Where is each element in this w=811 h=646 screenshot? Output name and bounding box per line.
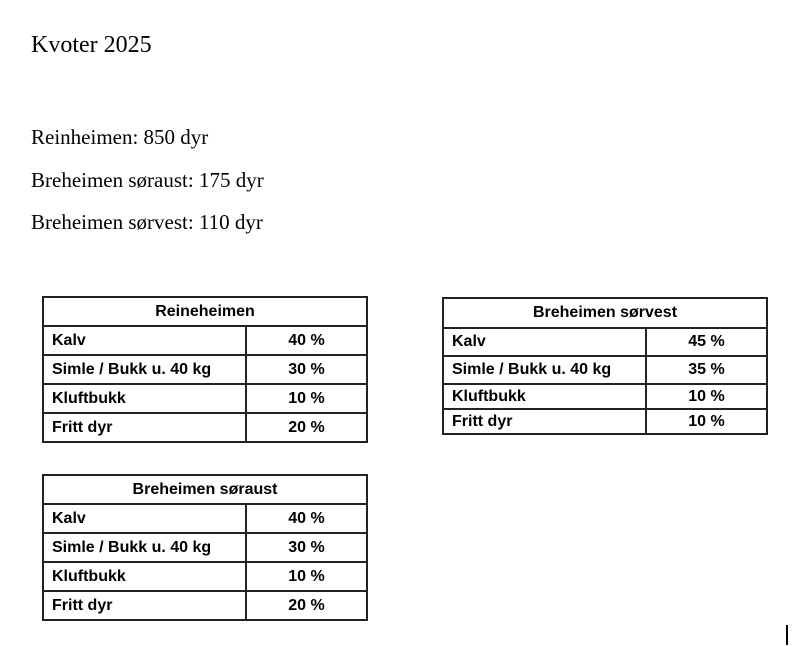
table-breheimen-soraust	[42, 474, 368, 621]
table-row	[43, 413, 367, 442]
row-value: 20 %	[246, 413, 367, 442]
table-title: Reineheimen	[43, 297, 367, 326]
table-row	[43, 562, 367, 591]
row-label: Fritt dyr	[443, 409, 646, 434]
quota-breheimen-sorvest: Breheimen sørvest: 110 dyr	[31, 210, 263, 234]
row-value: 30 %	[246, 355, 367, 384]
table-row	[443, 384, 767, 409]
row-value: 35 %	[646, 356, 767, 384]
quota-breheimen-soraust: Breheimen søraust: 175 dyr	[31, 168, 264, 192]
table-row	[443, 409, 767, 434]
row-label: Fritt dyr	[43, 591, 246, 620]
row-label: Kalv	[43, 504, 246, 533]
document-title: Kvoter 2025	[31, 32, 152, 58]
row-label: Simle / Bukk u. 40 kg	[443, 356, 646, 384]
row-value: 10 %	[646, 384, 767, 409]
row-value: 10 %	[246, 384, 367, 413]
row-label: Kluftbukk	[43, 384, 246, 413]
table-row	[43, 504, 367, 533]
table-reineheimen	[42, 296, 368, 443]
row-value: 45 %	[646, 328, 767, 356]
row-label: Simle / Bukk u. 40 kg	[43, 533, 246, 562]
row-label: Fritt dyr	[43, 413, 246, 442]
table-row	[443, 328, 767, 356]
row-label: Kalv	[443, 328, 646, 356]
row-label: Kluftbukk	[443, 384, 646, 409]
quota-reinheimen: Reinheimen: 850 dyr	[31, 125, 209, 149]
table-row	[43, 355, 367, 384]
table-title: Breheimen sørvest	[443, 298, 767, 328]
table-row	[43, 326, 367, 355]
table-row	[443, 356, 767, 384]
table-breheimen-sorvest	[442, 297, 768, 435]
text-cursor	[786, 625, 788, 645]
table-row	[43, 591, 367, 620]
row-value: 40 %	[246, 504, 367, 533]
table-title: Breheimen søraust	[43, 475, 367, 504]
row-value: 30 %	[246, 533, 367, 562]
row-value: 20 %	[246, 591, 367, 620]
row-value: 10 %	[246, 562, 367, 591]
row-label: Kalv	[43, 326, 246, 355]
row-value: 10 %	[646, 409, 767, 434]
table-row	[43, 533, 367, 562]
row-value: 40 %	[246, 326, 367, 355]
row-label: Simle / Bukk u. 40 kg	[43, 355, 246, 384]
table-row	[43, 384, 367, 413]
row-label: Kluftbukk	[43, 562, 246, 591]
